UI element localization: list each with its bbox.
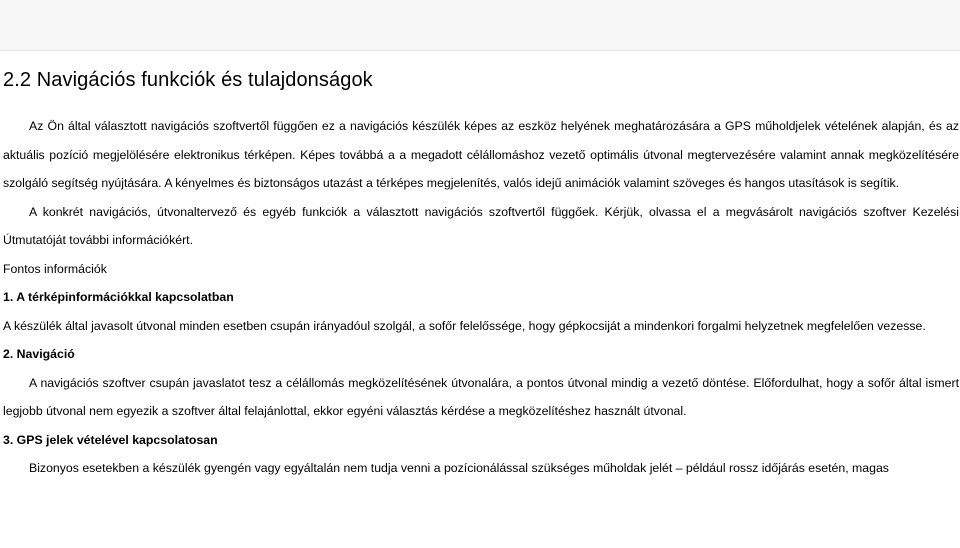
intro-paragraph-1: Az Ön által választott navigációs szoftvertől függően ez a navigációs készülék képes az eszköz helyének meghatározására a GPS műholdjelek vételének alapján, és az aktuális pozíció megjelölésére elektronikus térképen. Képes továbbá a a megadott célállomáshoz vezető optimális útvonal megtervezésére valamint annak megközelítésére szolgáló segítség nyújtására. A kényelmes és biztonságos utazást a térképes megjelenítés, valós idejű animációk valamint szöveges és hangos utasítások is segítik. (3, 119, 959, 190)
section-title: 2.2 Navigációs funkciók és tulajdonságok (3, 69, 373, 91)
section-2-text: A navigációs szoftver csupán javaslatot tesz a célállomás megközelítésének útvonalára, a pontos útvonal mindig a vezető döntése. Előfordulhat, hogy a sofőr által ismert legjobb útvonal nem egyezik a szoftver által felajánlottal, ekkor egyéni választás kérdése a megközelítéshez használt útvonal. (3, 375, 959, 418)
section-3-heading: 3. GPS jelek vételével kapcsolatosan (3, 432, 218, 447)
section-1-heading: 1. A térképinformációkkal kapcsolatban (3, 290, 234, 304)
important-info-label: Fontos információk (3, 261, 107, 276)
section-3-text: Bizonyos esetekben a készülék gyengén vagy egyáltalán nem tudja venni a pozícionálással szükséges műholdak jelét – például rossz időjárás esetén, magas (29, 461, 889, 475)
section-1-text: A készülék által javasolt útvonal minden esetben csupán irányadóul szolgál, a sofőr felelőssége, hogy gépkocsiját a mindenkori forgalmi helyzetnek megfelelően vezesse. (3, 318, 926, 333)
section-2-heading: 2. Navigáció (3, 347, 75, 361)
top-bar (0, 0, 960, 51)
intro-paragraph-2: A konkrét navigációs, útvonaltervező és egyéb funkciók a választott navigációs szoftvertől függőek. Kérjük, olvassa el a megvásárolt navigációs szoftver Kezelési Útmutatóját további információkért. (3, 204, 959, 247)
document-page (3, 56, 959, 483)
